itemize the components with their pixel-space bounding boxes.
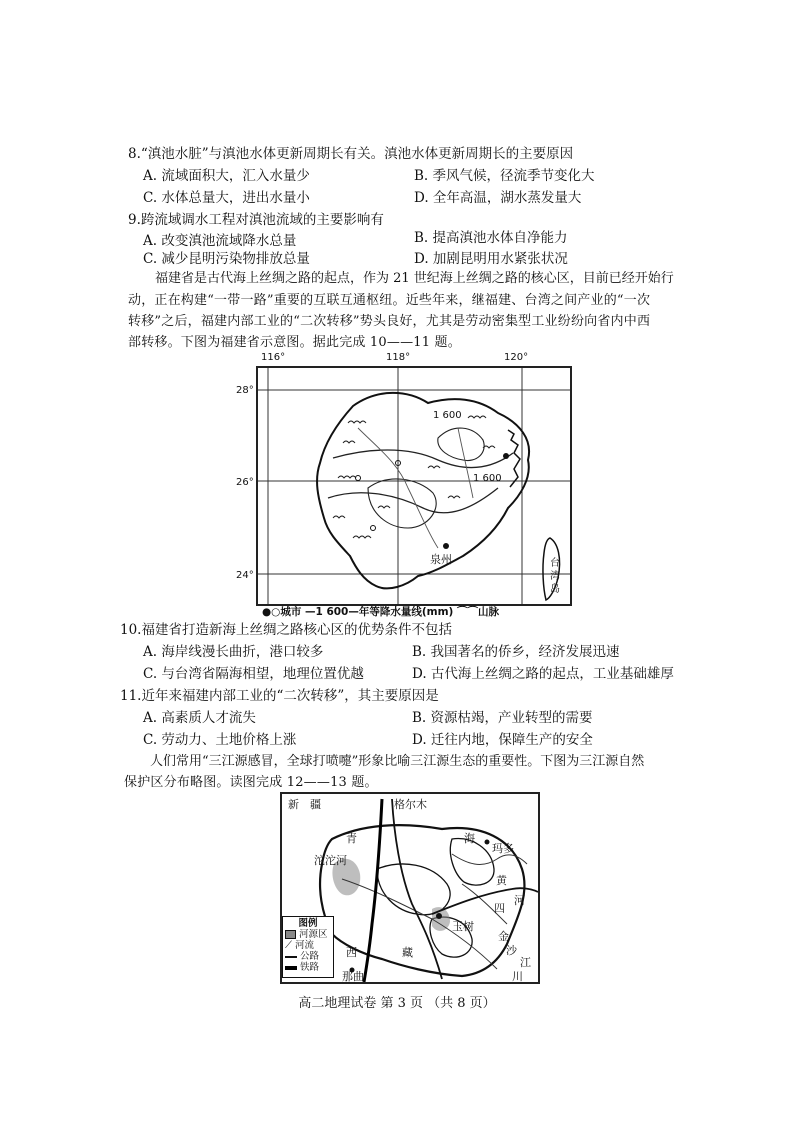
passage2-line2: 保护区分布略图。读图完成 12——13 题。 [124,775,378,790]
label-he: 河 [514,894,525,907]
q10-option-c: C. 与台湾省隔海相望，地理位置优越 [143,666,364,682]
legend-title: 图例 [298,918,318,929]
label-naqu: 那曲 [342,970,364,983]
q10-option-a: A. 海岸线漫长曲折，港口较多 [143,644,324,660]
q11-option-b: B. 资源枯竭，产业转型的需要 [412,710,593,726]
fujian-map-frame [256,366,572,606]
q10-stem: 10.福建省打造新海上丝绸之路核心区的优势条件不包括 [120,622,452,638]
label-hai: 海 [464,832,475,845]
lat-label-28: 28° [236,385,254,396]
q11-stem: 11.近年来福建内部工业的“二次转移”，其主要原因是 [120,688,439,704]
lon-label-118: 118° [386,352,411,363]
label-maduo: 玛多 [492,842,514,855]
label-yushu: 玉树 [452,920,474,933]
q9-option-c: C. 减少昆明污染物排放总量 [143,251,310,267]
q11-option-d: D. 迁往内地，保障生产的安全 [412,732,593,748]
label-jiang: 江 [520,956,531,969]
lon-label-116: 116° [261,352,286,363]
label-si: 四 [494,902,505,915]
taiwan-label-2: 湾 [550,571,560,582]
taiwan-label-1: 台 [550,558,560,569]
river-swatch-icon: ⟋ [285,940,292,951]
passage1-line4: 部转移。下图为福建省示意图。据此完成 10——11 题。 [128,335,461,350]
q10-option-d: D. 古代海上丝绸之路的起点，工业基础雄厚 [412,666,674,682]
source-swatch-icon [285,930,296,939]
road-swatch-icon [285,956,297,958]
q8-option-c: C. 水体总量大，进出水量小 [143,190,310,206]
q10-option-b: B. 我国著名的侨乡，经济发展迅速 [412,644,620,660]
fujian-map-legend: ●○城市 —1 600—年等降水量线(mm) ⌒⌒山脉 [262,606,499,618]
lat-label-26: 26° [236,477,254,488]
q9-option-a: A. 改变滇池流域降水总量 [143,233,297,249]
q8-option-d: D. 全年高温，湖水蒸发量大 [414,190,582,206]
label-golmud: 格尔木 [394,798,427,811]
label-xi: 西 [346,946,357,959]
q9-stem: 9.跨流域调水工程对滇池流域的主要影响有 [128,212,384,228]
legend-road-label: 公路 [300,951,320,962]
label-zang: 藏 [402,946,413,959]
q9-option-d: D. 加剧昆明用水紧张状况 [414,251,568,267]
q11-option-c: C. 劳动力、土地价格上涨 [143,732,297,748]
q11-option-a: A. 高素质人才流失 [143,710,256,726]
rail-swatch-icon [285,966,297,970]
legend-source-label: 河源区 [299,929,328,940]
isoline-label-1600-b: 1 600 [473,473,502,484]
legend-road-row [285,951,331,962]
legend-river-label: 河流 [295,940,315,951]
label-huang: 黄 [496,874,507,887]
sanjiangyuan-map [280,792,540,984]
passage1-line2: 动，正在构建“一带一路”重要的互联互通枢纽。近些年来，继福建、台湾之间产业的“一次 [128,293,651,308]
passage1-line1: 福建省是古代海上丝绸之路的起点，作为 21 世纪海上丝绸之路的核心区，目前已经开始行 [155,271,674,286]
label-jin: 金 [498,930,509,943]
label-tuotuohe: 沱沱河 [314,854,347,867]
legend-source-row [285,929,331,940]
lat-label-24: 24° [236,570,254,581]
map2-legend [282,916,334,978]
isoline-label-1600-a: 1 600 [433,410,462,421]
fujian-map [234,352,574,618]
fujian-map-drawing [258,368,570,604]
label-qing: 青 [346,832,357,845]
q8-option-a: A. 流域面积大，汇入水量少 [143,168,310,184]
lon-label-120: 120° [504,352,529,363]
q9-option-b: B. 提高滇池水体自净能力 [414,230,568,246]
passage1-line3: 转移”之后，福建内部工业的“二次转移”势头良好，尤其是劳动密集型工业纷纷向省内中西 [128,314,651,329]
legend-rail-label: 铁路 [300,962,320,973]
taiwan-label-3: 岛 [550,584,560,595]
label-chuan: 川 [512,970,523,983]
passage2-line1: 人们常用“三江源感冒，全球打喷嚏”形象比喻三江源生态的重要性。下图为三江源自然 [150,754,645,769]
label-sha: 沙 [506,944,517,957]
q8-stem: 8.“滇池水脏”与滇池水体更新周期长有关。滇池水体更新周期长的主要原因 [128,146,574,162]
legend-rail-row [285,962,331,973]
legend-river-row [285,940,331,951]
city-label-quanzhou: 泉州 [430,553,452,566]
page-footer: 高二地理试卷 第 3 页 （共 8 页） [298,996,496,1011]
q8-option-b: B. 季风气候，径流季节变化大 [414,168,595,184]
label-xinjiang: 新 疆 [288,798,321,811]
